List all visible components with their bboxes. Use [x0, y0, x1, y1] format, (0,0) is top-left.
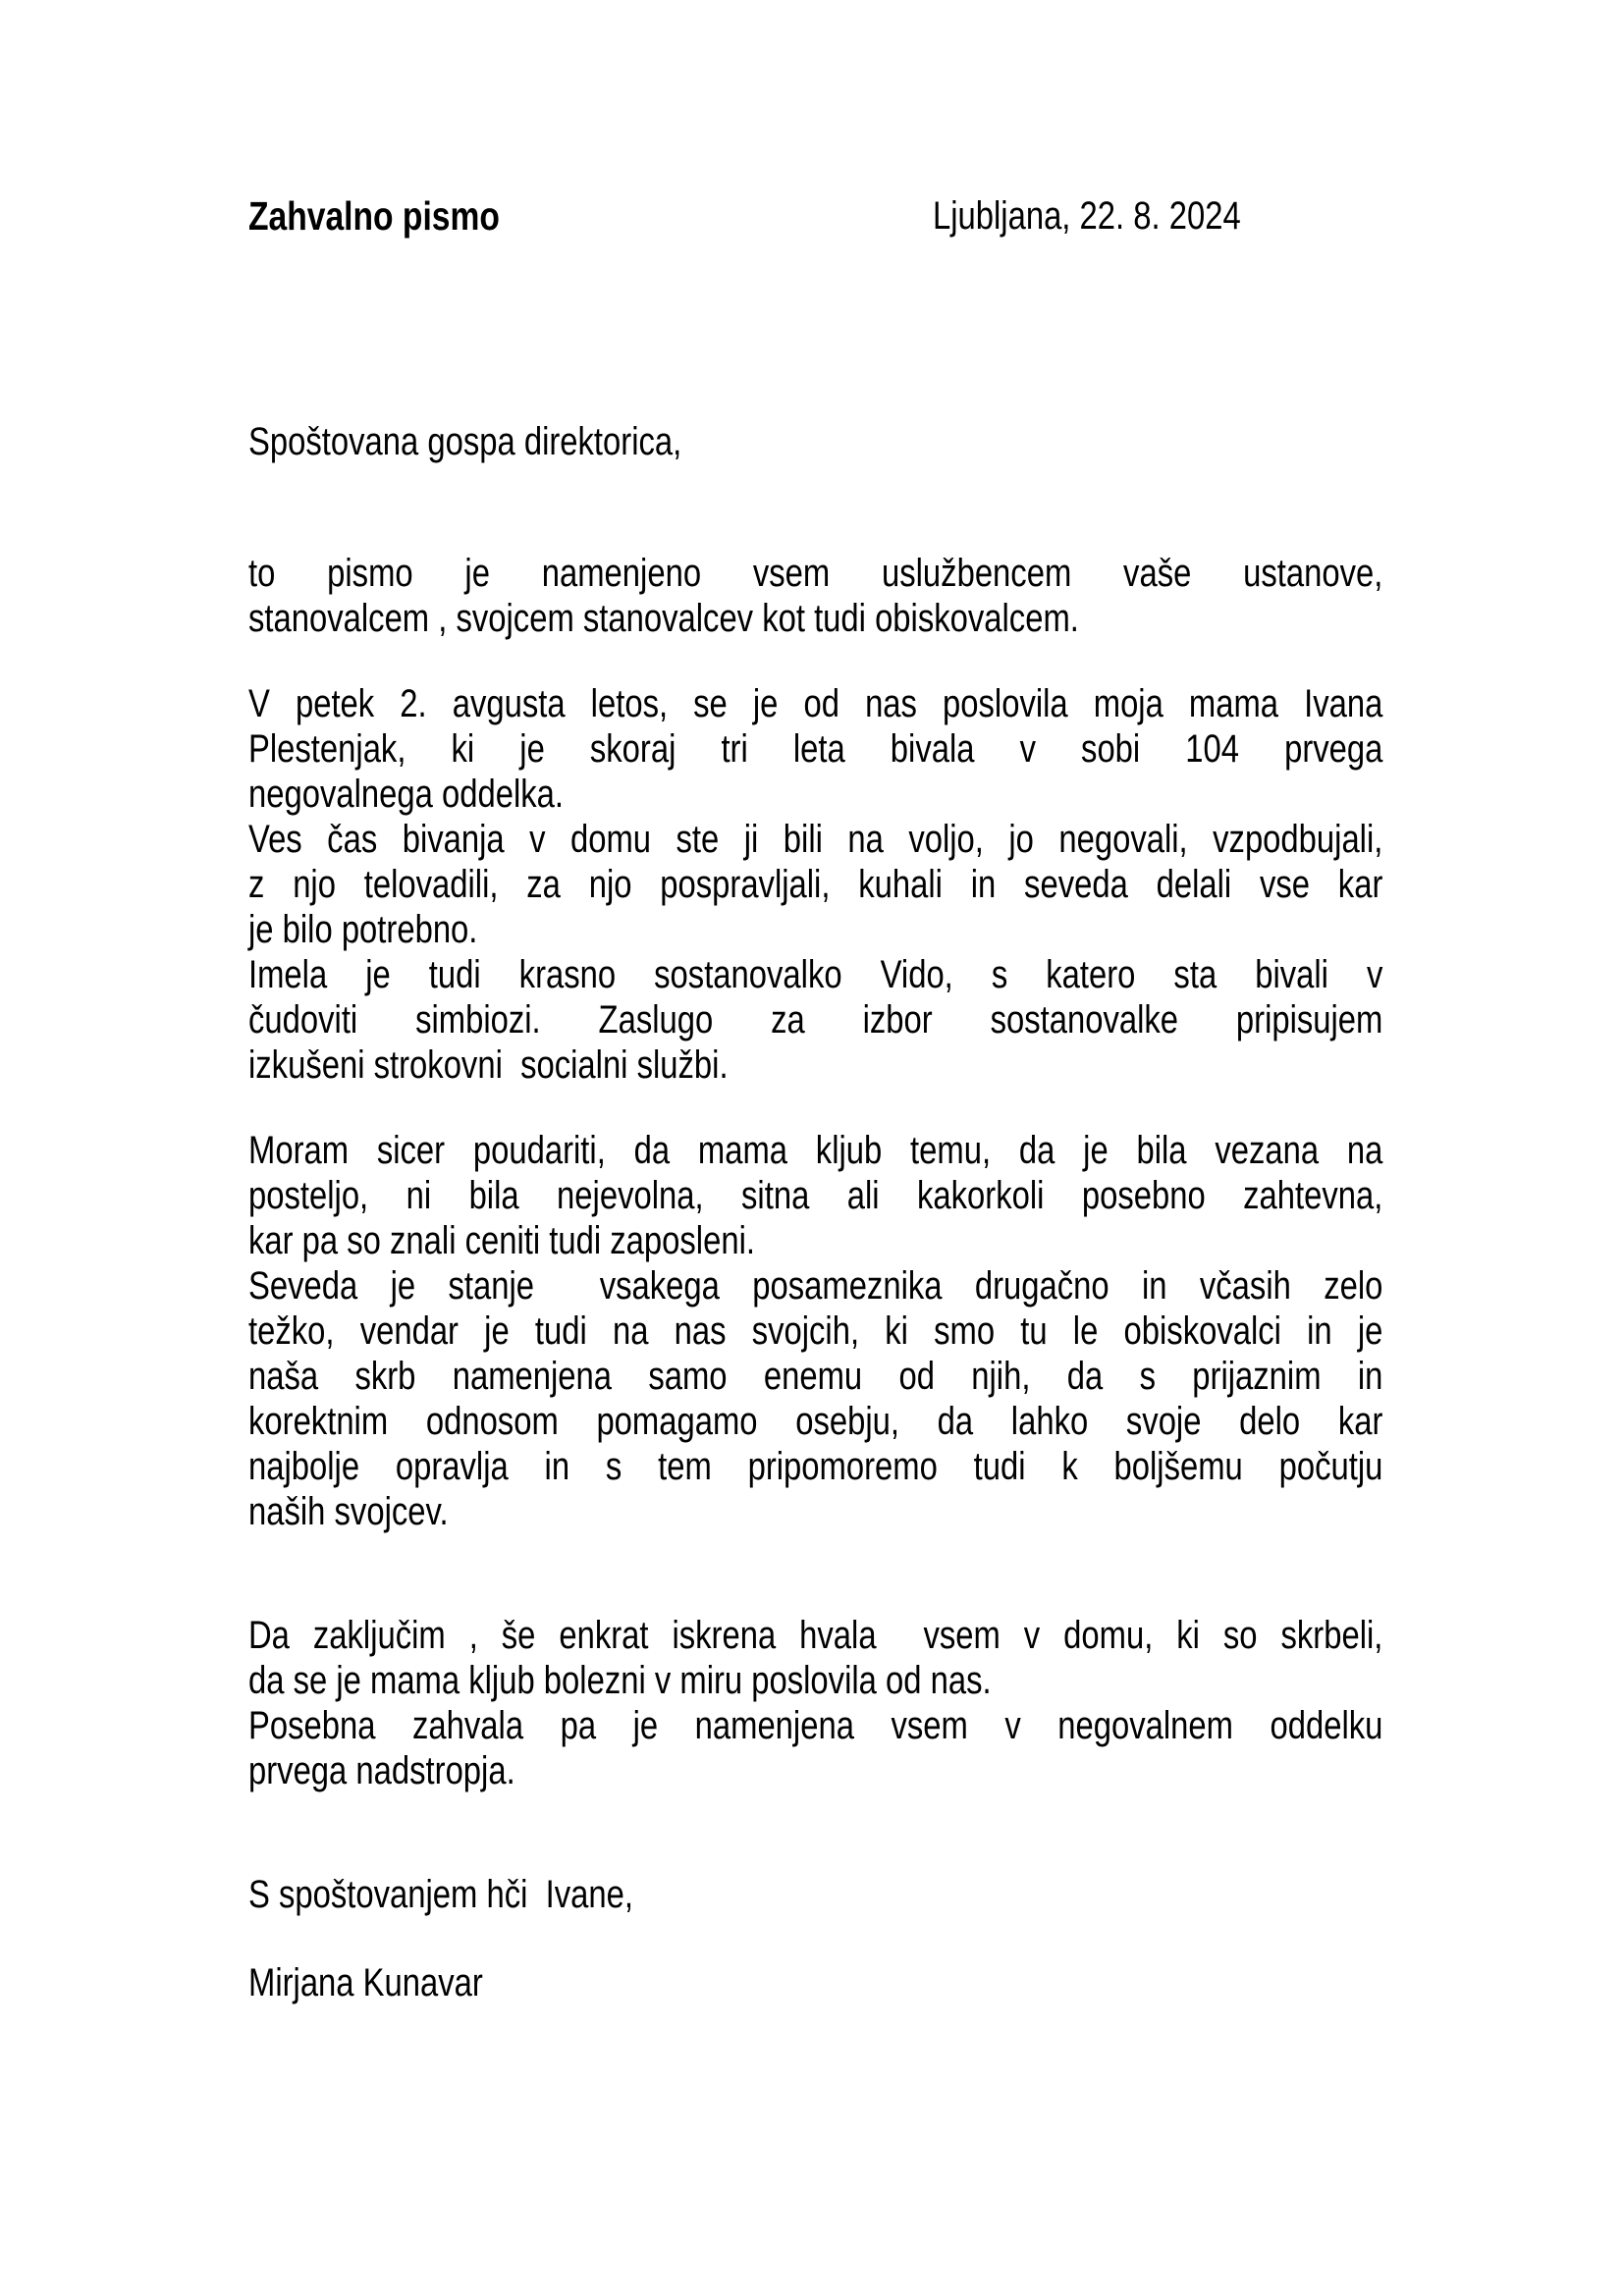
letter-line: čudoviti simbiozi. Zaslugo za izbor sostanovalke pripisujem	[248, 998, 1383, 1041]
letter-line: Moram sicer poudariti, da mama kljub temu, da je bila vezana na	[248, 1129, 1383, 1172]
letter-line: stanovalcem , svojcem stanovalcev kot tudi obiskovalcem.	[248, 597, 1079, 640]
letter-line: najbolje opravlja in s tem pripomoremo tudi k boljšemu počutju	[248, 1445, 1383, 1488]
letter-header	[248, 193, 1382, 239]
letter-line: da se je mama kljub bolezni v miru poslovila od nas.	[248, 1659, 992, 1702]
closing-line: S spoštovanjem hči Ivane,	[248, 1873, 633, 1916]
date-line: Ljubljana, 22. 8. 2024	[933, 194, 1241, 238]
paragraph-intro	[248, 551, 1382, 641]
letter-line: V petek 2. avgusta letos, se je od nas poslovila moja mama Ivana	[248, 682, 1383, 725]
letter-title: Zahvalno pismo	[248, 193, 500, 239]
letter-line: Posebna zahvala pa je namenjena vsem v negovalnem oddelku	[248, 1704, 1383, 1747]
letter-line: Plestenjak, ki je skoraj tri leta bivala v sobi 104 prvega	[248, 727, 1383, 771]
letter-line: posteljo, ni bila nejevolna, sitna ali kakorkoli posebno zahtevna,	[248, 1174, 1383, 1217]
letter-line: Da zaključim , še enkrat iskrena hvala vsem v domu, ki so skrbeli,	[248, 1614, 1383, 1657]
letter-line: to pismo je namenjeno vsem uslužbencem vaše ustanove,	[248, 552, 1383, 595]
letter-line: je bilo potrebno.	[248, 908, 478, 951]
letter-line: naših svojcev.	[248, 1490, 449, 1533]
letter-line: Imela je tudi krasno sostanovalko Vido, s katero sta bivali v	[248, 953, 1383, 996]
letter-line: težko, vendar je tudi na nas svojcih, ki smo tu le obiskovalci in je	[248, 1309, 1383, 1353]
letter-line: z njo telovadili, za njo pospravljali, kuhali in seveda delali vse kar	[248, 863, 1383, 906]
letter-line: kar pa so znali ceniti tudi zaposleni.	[248, 1219, 755, 1262]
letter-line: izkušeni strokovni socialni službi.	[248, 1043, 729, 1087]
letter-line: Ves čas bivanja v domu ste ji bili na voljo, jo negovali, vzpodbujali,	[248, 818, 1383, 861]
salutation: Spoštovana gospa direktorica,	[248, 420, 682, 463]
paragraph-stay	[248, 681, 1382, 1088]
letter-line: Seveda je stanje vsakega posameznika drugačno in včasih zelo	[248, 1264, 1383, 1308]
letter-line: korektnim odnosom pomagamo osebju, da lahko svoje delo kar	[248, 1400, 1383, 1443]
letter-line: prvega nadstropja.	[248, 1749, 515, 1792]
paragraph-care	[248, 1128, 1382, 1534]
paragraph-thanks	[248, 1613, 1382, 1793]
letter-content	[248, 193, 1382, 2005]
letter-line: naša skrb namenjena samo enemu od njih, da s prijaznim in	[248, 1355, 1383, 1398]
letter-line: negovalnega oddelka.	[248, 773, 564, 816]
signature-name: Mirjana Kunavar	[248, 1961, 483, 2004]
